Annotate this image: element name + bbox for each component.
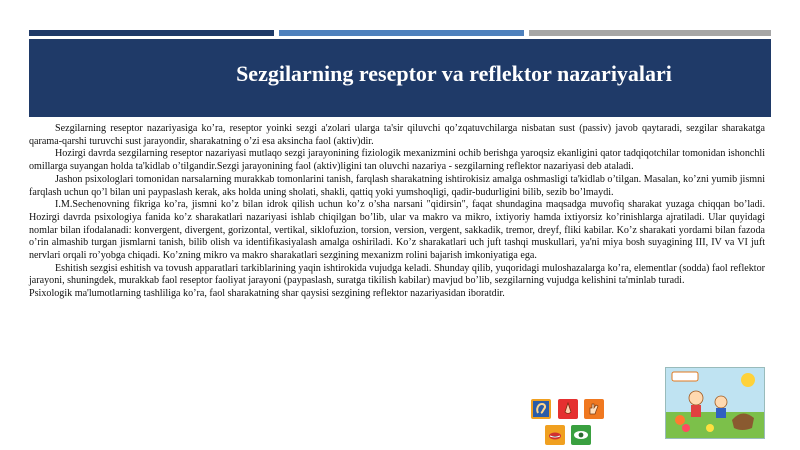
top-decor-bars [29, 30, 771, 36]
senses-cartoon-illustration [665, 367, 765, 439]
paragraph-2: Hozirgi davrda sezgilarning reseptor nazariyasi mutlaqo sezgi jarayonining fiziologik mexanizmini ochib berishga yaroqsiz ekanligini qator tadqiqotchilar tomonidan ishonchli omillarga suyangan holda ta'kidlab o’tilgandir.Sezgi jarayonining faol (aktiv)ligini tan oluvchi nazariya - sezgilarning reflektor nazariyasi deb ataladi. [29, 148, 765, 173]
nose-icon [558, 399, 578, 419]
hand-icon [584, 399, 604, 419]
decor-bar-blue [279, 30, 524, 36]
ear-icon [531, 399, 551, 419]
decor-bar-dark [29, 30, 274, 36]
paragraph-3: Jashon psixologlari tomonidan narsalarning murakkab tomonlarini tanish, farqlash sharakatning ishtirokisiz amalga oshmasligi ta'kidlab o’tilgan. Masalan, ko’zni yumib jismni farqlash uchun qo’l bilan uni paypaslash kerak, aks holda uning sholati, shakli, qattiq yoki yumshoqligi, qadir-budurligini bilib, sezib bo’lmaydi. [29, 173, 765, 198]
slide-body [29, 123, 765, 301]
decor-bar-gray [529, 30, 771, 36]
eye-icon [571, 425, 591, 445]
title-band [29, 39, 771, 117]
paragraph-4: I.M.Sechenovning fikriga ko’ra, jismni ko’z bilan idrok qilish uchun ko’z o’sha narsani "qidirsin", faqat shundagina maqsadga muvofiq sharakat yuzaga chiqqan bo’ladi. Hozirgi davrda psixologiya fanida ko’z sharakatlari nazariyasi ishlab chiqilgan bo’lib, ular va makro va mikro, ixtiyoriy hamda ixtiyorsiz ko’rinishlarga ajratiladi. Ular quyidagi nomlar bilan ifodalanadi: konvergent, divergent, gorizontal, vertikal, siklofuzion, torsion, version, vergent, sakkadik, tremor, dreyf, fliki kabilar. Ko’z sharakati yordami bilan fazoda o’rin almashib turgan jismlarni tanish, bilib olish va identifikasiyalash amalga oshiriladi. Ko’z sharakatlari uch juft tashqi muskullari, ya'ni miya bosh suyagining III, IV va VI juft nervlari orqali ro’yobga chiqadi. Ko’zning mikro va makro sharakatlari sezgining mexanizm rolini bajarish imkoniyatiga ega. [29, 199, 765, 262]
mouth-icon [545, 425, 565, 445]
paragraph-5: Eshitish sezgisi eshitish va tovush apparatlari tarkiblarining yaqin ishtirokida vujudga keladi. Shunday qilib, yuqoridagi muloshazalarga ko’ra, elementlar (sodda) faol reflektor jarayoni, shuningdek, murakkab faol reseptor faoliyat jarayoni (paypaslash, suratga tikilish kabilar) mavjud bo’lib, sezgilarning vujudga kelishini ta'minlab turadi. [29, 262, 765, 287]
paragraph-6: Psixologik ma'lumotlarning tashliliga ko’ra, faol sharakatning shar qaysisi sezgining reflektor nazariyasidan iboratdir. [29, 288, 505, 300]
slide-title: Sezgilarning reseptor va reflektor nazariyalari [236, 61, 672, 86]
paragraph-1: Sezgilarning reseptor nazariyasiga ko’ra, reseptor yoinki sezgi a'zolari ularga ta'sir qiluvchi qo’zqatuvchilarga nisbatan sust (passiv) javob qaytaradi, sezgilar sharakatga qarama-qarshi turuvchi sust jarayondir, sharakatning o’zi esa aksincha faol (aktiv)dir. [29, 123, 765, 147]
